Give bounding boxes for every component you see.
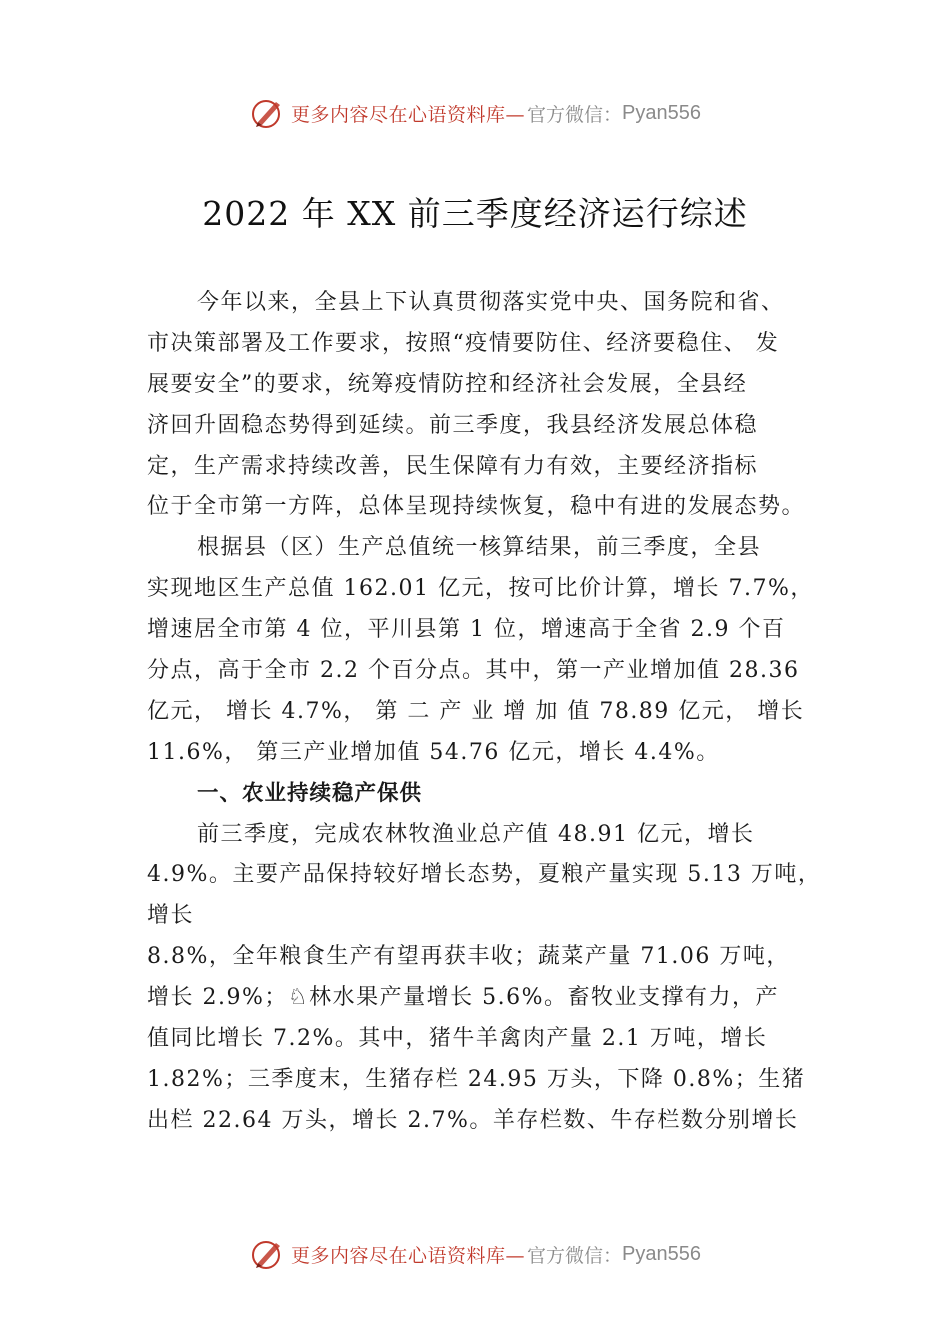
- text-line: 分点，高于全市 2.2 个百分点。其中，第一产业增加值 28.36: [147, 658, 800, 684]
- wechat-id: Pyan556: [622, 1242, 701, 1265]
- promo-text: 更多内容尽在心语资料库—: [291, 103, 526, 126]
- text-line: 济回升固稳态势得到延续。前三季度，我县经济发展总体稳: [147, 412, 759, 438]
- wechat-id: Pyan556: [622, 101, 701, 124]
- section-heading: 一、农业持续稳产保供: [197, 780, 423, 806]
- text-line: 4.9%。主要产品保持较好增长态势，夏粮产量实现 5.13 万吨，: [147, 862, 822, 888]
- text-line: 值同比增长 7.2%。其中，猪牛羊禽肉产量 2.1 万吨，增长: [147, 1026, 768, 1052]
- text-line: 展要安全”的要求，统筹疫情防控和经济社会发展，全县经: [147, 371, 748, 397]
- text-line: 根据县（区）生产总值统一核算结果，前三季度，全县: [197, 535, 762, 561]
- wechat-label: 官方微信：: [527, 103, 623, 126]
- pen-logo-icon: [249, 1237, 287, 1271]
- text-line: 增长 2.9%；♘林水果产量增长 5.6%。畜牧业支撑有力，产: [147, 985, 779, 1011]
- text-line: 前三季度，完成农林牧渔业总产值 48.91 亿元，增长: [197, 821, 755, 847]
- text-line: 出栏 22.64 万头，增长 2.7%。羊存栏数、牛存栏数分别增长: [147, 1107, 799, 1133]
- text-line: 定，生产需求持续改善，民生保障有力有效，主要经济指标: [147, 453, 759, 479]
- promo-text: 更多内容尽在心语资料库—: [291, 1244, 526, 1267]
- pen-logo-icon: [249, 96, 287, 130]
- document-title: 2022 年 XX 前三季度经济运行综述: [202, 194, 748, 233]
- text-line: 亿元， 增长 4.7%， 第 二 产 业 增 加 值 78.89 亿元， 增长: [147, 698, 805, 724]
- text-line: 8.8%，全年粮食生产有望再获丰收；蔬菜产量 71.06 万吨，: [147, 944, 790, 970]
- text-line: 1.82%；三季度末，生猪存栏 24.95 万头，下降 0.8%；生猪: [147, 1066, 806, 1092]
- header-banner: [0, 93, 950, 133]
- text-line: 增长: [147, 903, 195, 929]
- footer-banner: [0, 1234, 950, 1274]
- text-line: 增速居全市第 4 位，平川县第 1 位，增速高于全省 2.9 个百: [147, 617, 786, 643]
- text-line: 11.6%， 第三产业增加值 54.76 亿元，增长 4.4%。: [147, 739, 720, 765]
- text-line: 今年以来，全县上下认真贯彻落实党中央、国务院和省、: [197, 290, 785, 315]
- text-line: 位于全市第一方阵，总体呈现持续恢复，稳中有进的发展态势。: [147, 494, 806, 520]
- text-line: 实现地区生产总值 162.01 亿元，按可比价计算，增长 7.7%，: [147, 576, 814, 602]
- text-line: 市决策部署及工作要求，按照“疫情要防住、经济要稳住、 发: [147, 330, 780, 356]
- document-body: [147, 283, 837, 1142]
- wechat-label: 官方微信：: [527, 1244, 623, 1267]
